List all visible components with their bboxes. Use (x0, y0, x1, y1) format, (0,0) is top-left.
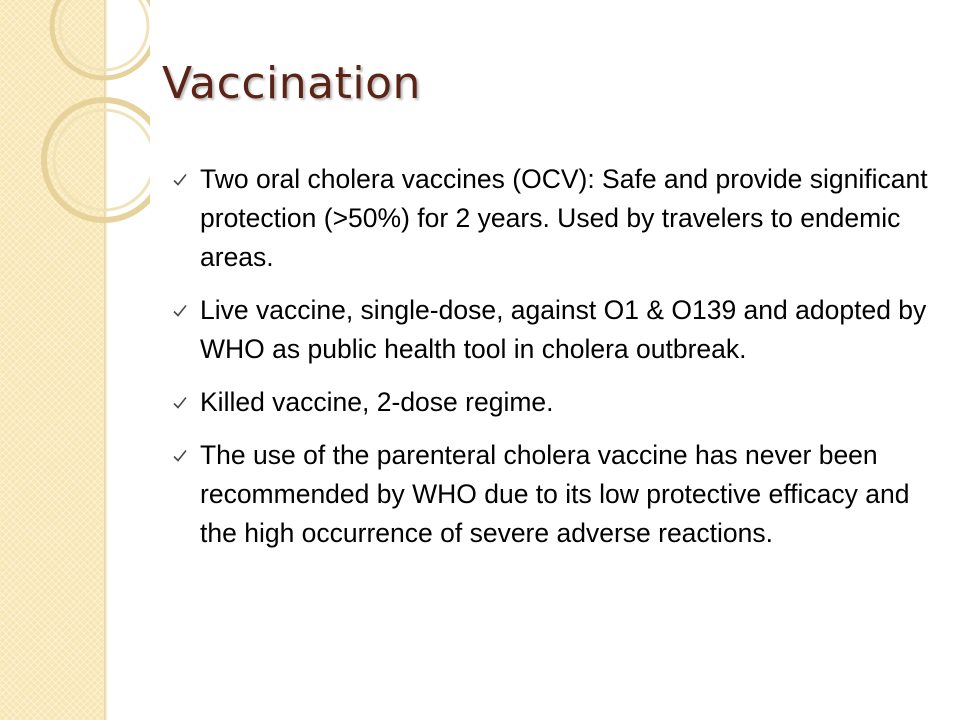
bullet-item (172, 291, 932, 369)
bullet-text: Two oral cholera vaccines (OCV): Safe and provide significant protection (>50%) for 2 years. Used by travelers to endemic areas. (200, 164, 928, 272)
bullet-text: Live vaccine, single-dose, against O1 & O139 and adopted by WHO as public health tool in cholera outbreak. (200, 295, 927, 364)
bullet-item (172, 160, 932, 277)
bullet-item (172, 383, 932, 422)
check-icon (172, 172, 188, 188)
check-icon (172, 395, 188, 411)
bullet-text: The use of the parenteral cholera vaccine has never been recommended by WHO due to its low protective efficacy and the high occurrence of severe adverse reactions. (200, 440, 910, 548)
circle-ornament (0, 0, 150, 240)
slide-title: Vaccination (162, 58, 421, 109)
bullet-list (172, 160, 932, 567)
check-icon (172, 303, 188, 319)
bullet-text: Killed vaccine, 2-dose regime. (200, 387, 554, 417)
check-icon (172, 448, 188, 464)
bullet-item (172, 436, 932, 553)
